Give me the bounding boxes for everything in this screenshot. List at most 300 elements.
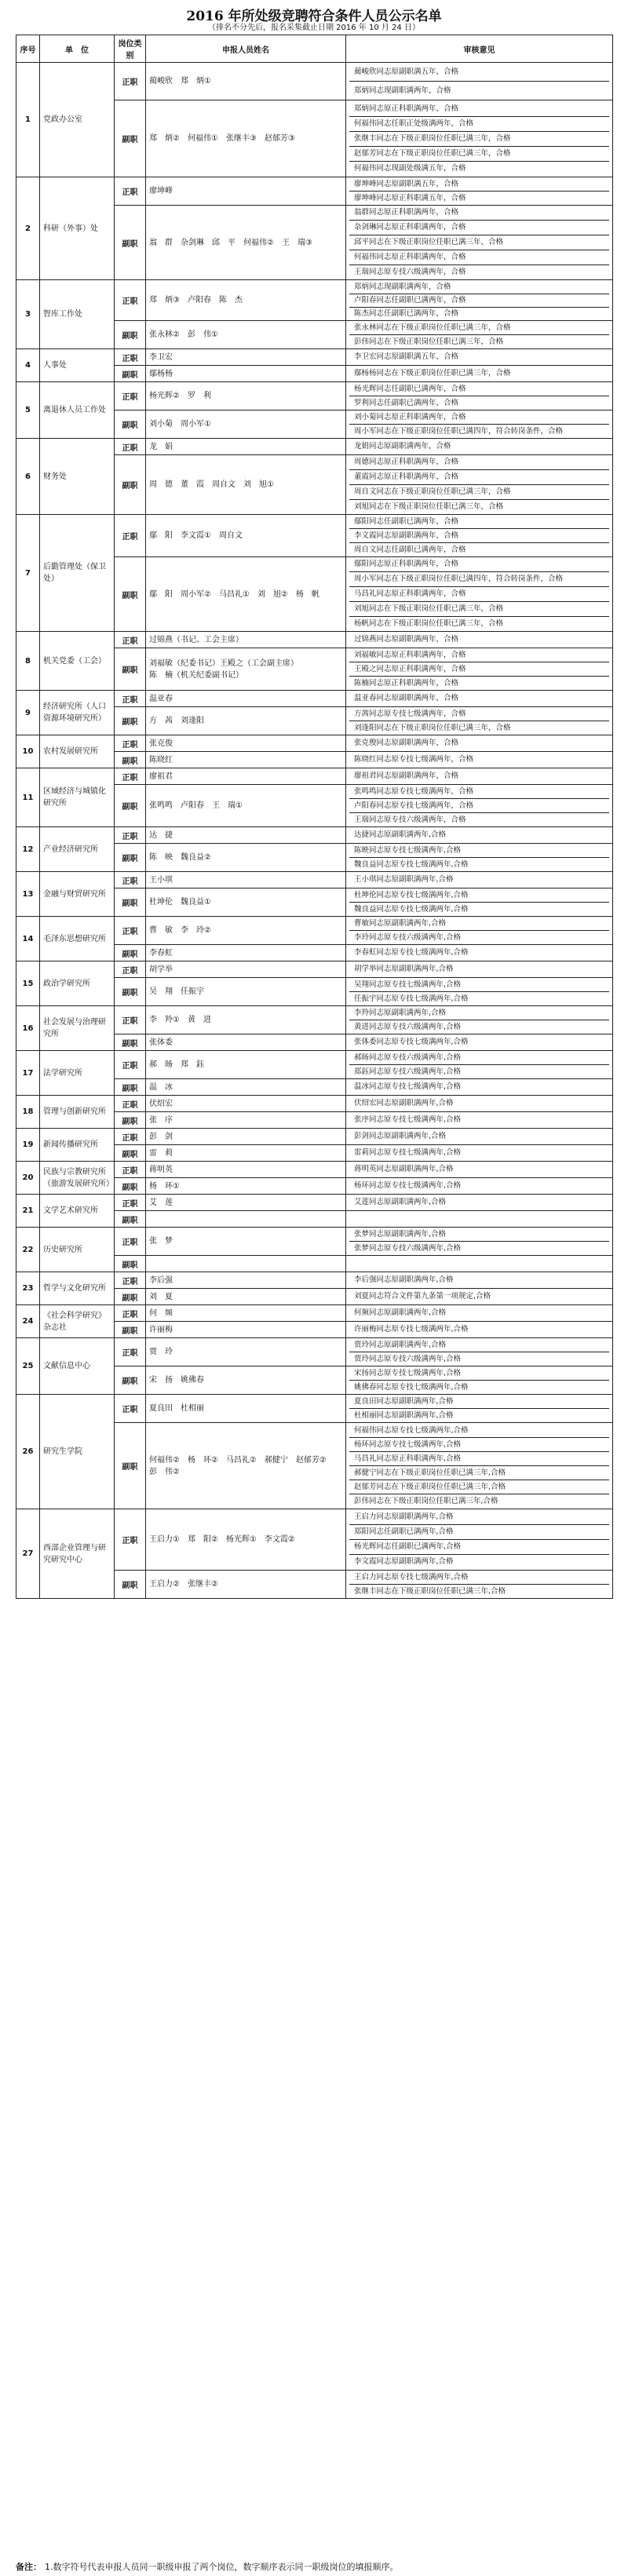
opinion-line: 蒋明英同志原副职满两年,合格	[354, 1165, 454, 1173]
opinion-line: 何福伟同志原正科职满两年，合格	[349, 250, 609, 265]
applicant-names: 吴 翔 任振宇	[146, 978, 346, 1006]
opinion-line: 方茜同志原专技七级满两年，合格	[354, 710, 466, 718]
applicant-names: 刘小菊 周小军①	[146, 410, 346, 439]
table-row	[16, 1051, 613, 1079]
unit-number: 10	[16, 735, 40, 768]
unit-name: 毛泽东思想研究所	[40, 917, 115, 961]
review-opinion	[346, 382, 613, 410]
position-type: 正职	[115, 1129, 146, 1145]
opinion-line: 胡学举同志原副职满两年,合格	[354, 965, 454, 973]
applicant-names: 鄢杨杨	[146, 366, 346, 382]
opinion-line: 刘夏同志符合文件第九条第一项规定,合格	[354, 1292, 491, 1301]
unit-name: 金融与财贸研究所	[40, 872, 115, 917]
opinion-line: 郑鈺同志原专技六级满两年,合格	[349, 1064, 609, 1078]
applicant-names: 何 频	[146, 1305, 346, 1322]
review-opinion	[346, 648, 613, 691]
position-type: 副职	[115, 785, 146, 827]
review-opinion	[346, 1272, 613, 1289]
opinion-line: 魏良益同志原专技七级满两年,合格	[349, 857, 609, 871]
opinion-line: 王小琪同志原副职满两年,合格	[354, 875, 454, 884]
applicant-names: 曹 敏 李 玲②	[146, 917, 346, 945]
applicant-names: 贾 玲	[146, 1338, 346, 1366]
unit-number: 25	[16, 1338, 40, 1395]
position-type: 正职	[115, 691, 146, 707]
position-type: 副职	[115, 888, 146, 917]
review-opinion	[346, 735, 613, 752]
opinion-line: 郑炳同志原正科职满两年，合格	[354, 104, 459, 113]
opinion-line: 赵郁芳同志在下级正职岗位任职已满三年，合格	[349, 146, 609, 161]
review-opinion	[346, 1112, 613, 1129]
opinion-line: 李羚同志原副职满两年,合格	[354, 1009, 447, 1017]
opinion-line: 陈楠同志原正科职满两年，合格	[349, 676, 609, 690]
unit-number: 24	[16, 1305, 40, 1338]
applicant-names: 张永林② 彭 伟①	[146, 321, 346, 349]
applicant-names: 杜坤伦 魏良益①	[146, 888, 346, 917]
unit-name: 民族与宗教研究所（旅游发展研究所）	[40, 1162, 115, 1195]
unit-number: 27	[16, 1509, 40, 1599]
position-type: 副职	[115, 100, 146, 177]
applicant-names: 李春虹	[146, 945, 346, 961]
unit-name: 研究生学院	[40, 1395, 115, 1509]
opinion-line: 李文霞同志原副职满两年,合格	[349, 1554, 609, 1569]
applicant-names: 刘 夏	[146, 1289, 346, 1305]
unit-name: 党政办公室	[40, 63, 115, 177]
opinion-line: 龙娟同志原副职满两年，合格	[354, 442, 451, 451]
applicant-names: 李 羚① 黄 进	[146, 1006, 346, 1034]
review-opinion	[346, 1228, 613, 1256]
opinion-line: 杂剑琳同志原正科职满两年，合格	[349, 220, 609, 235]
opinion-line: 何福伟同志任职正处级满两年，合格	[349, 116, 609, 131]
review-opinion	[346, 63, 613, 100]
table-row	[16, 63, 613, 100]
review-opinion	[346, 1079, 613, 1096]
review-opinion	[346, 1322, 613, 1338]
opinion-line: 刘旭同志在下级正职岗位任职已满三年，合格	[349, 601, 609, 616]
opinion-line: 卢阳春同志原专技七级满两年，合格	[349, 798, 609, 812]
unit-number: 9	[16, 691, 40, 735]
unit-number: 19	[16, 1129, 40, 1162]
applicant-names: 郑 炳③ 卢阳春 陈 杰	[146, 280, 346, 321]
position-type: 正职	[115, 280, 146, 321]
opinion-line: 周自文同志在下级正职岗位任职已满三年，合格	[349, 484, 609, 499]
opinion-line: 杜坤伦同志原专技七级满两年,合格	[354, 891, 469, 899]
unit-number: 15	[16, 961, 40, 1006]
position-type: 副职	[115, 1079, 146, 1096]
position-type: 副职	[115, 1289, 146, 1305]
position-type: 副职	[115, 321, 146, 349]
position-type: 正职	[115, 1272, 146, 1289]
opinion-line: 任振宇同志原专技七级满两年,合格	[349, 991, 609, 1005]
opinion-line: 廖坤峰同志原副职满五年，合格	[354, 180, 459, 188]
opinion-line: 吴翔同志原专技七级满两年,合格	[354, 980, 462, 989]
table-row	[16, 1338, 613, 1366]
applicant-names: 彭 剑	[146, 1129, 346, 1145]
applicant-names: 伏绍宏	[146, 1096, 346, 1112]
unit-name: 法学研究所	[40, 1051, 115, 1096]
table-row	[16, 735, 613, 752]
opinion-line: 杨帆同志在下级正职岗位任职已满三年，合格	[349, 616, 609, 631]
applicant-names: 达 捷	[146, 827, 346, 844]
unit-name: 《社会科学研究》杂志社	[40, 1305, 115, 1338]
position-type: 副职	[115, 1112, 146, 1129]
applicant-names: 郑 炳② 何福伟① 张继丰③ 赵郁芳③	[146, 100, 346, 177]
table-row	[16, 1509, 613, 1571]
table-row	[16, 961, 613, 978]
applicant-names: 方 茜 刘逢阳	[146, 707, 346, 735]
unit-number: 14	[16, 917, 40, 961]
applicant-names: 王启力② 张继丰②	[146, 1571, 346, 1599]
table-row	[16, 872, 613, 888]
applicant-names: 蒋明英	[146, 1162, 346, 1178]
opinion-line: 杨环同志原专技七级满两年,合格	[354, 1181, 462, 1190]
unit-name: 区域经济与城镇化研究所	[40, 768, 115, 827]
position-type: 副职	[115, 945, 146, 961]
applicant-names: 刘福敏（纪委书记）王殿之（工会副主席） 陈 楠（机关纪委副书记）	[146, 648, 346, 691]
review-opinion	[346, 888, 613, 917]
unit-name: 人事处	[40, 349, 115, 382]
applicant-names: 张 序	[146, 1112, 346, 1129]
opinion-line: 罗利同志任副职已满两年，合格	[349, 396, 609, 410]
review-opinion	[346, 1096, 613, 1112]
unit-name: 西部企业管理与研究研究中心	[40, 1509, 115, 1599]
opinion-line: 贾玲同志原副职满两年,合格	[354, 1341, 447, 1349]
applicant-names: 翁 群 杂剑琳 邱 平 何福伟② 王 瑞③	[146, 206, 346, 280]
unit-name: 机关党委（工会）	[40, 632, 115, 691]
unit-name: 文学艺术研究所	[40, 1195, 115, 1228]
opinion-line: 赵郁芳同志在下级正职岗位任职已满三年,合格	[349, 1480, 609, 1494]
position-type: 正职	[115, 1006, 146, 1034]
table-row	[16, 382, 613, 410]
opinion-line: 张继丰同志在下级正职岗位任职已满三年,合格	[349, 1584, 609, 1598]
opinion-line: 李春虹同志原专技七级满两年,合格	[354, 948, 469, 957]
opinion-line: 宋扬同志原专技七级满两年,合格	[354, 1369, 462, 1377]
footnote-label: 备注：	[16, 2562, 42, 2572]
review-opinion	[346, 349, 613, 366]
review-opinion	[346, 280, 613, 321]
review-opinion	[346, 752, 613, 768]
unit-number: 23	[16, 1272, 40, 1305]
position-type: 正职	[115, 1051, 146, 1079]
review-opinion	[346, 827, 613, 844]
review-opinion	[346, 917, 613, 945]
opinion-line: 何频同志原副职满两年,合格	[354, 1308, 447, 1317]
opinion-line	[349, 1211, 609, 1227]
position-type: 正职	[115, 1228, 146, 1256]
opinion-line: 廖祖君同志原副职满两年，合格	[354, 772, 459, 780]
opinion-line: 周自文同志任副职已满两年，合格	[349, 542, 609, 556]
review-opinion	[346, 1256, 613, 1272]
review-opinion	[346, 1129, 613, 1145]
position-type: 正职	[115, 1509, 146, 1571]
table-row	[16, 1096, 613, 1112]
unit-number: 18	[16, 1096, 40, 1129]
applicant-names: 温 冰	[146, 1079, 346, 1096]
table-row	[16, 515, 613, 557]
review-opinion	[346, 557, 613, 632]
unit-number: 4	[16, 349, 40, 382]
applicant-names: 蔺峻欣 郑 炳①	[146, 63, 346, 100]
unit-number: 1	[16, 63, 40, 177]
review-opinion	[346, 1305, 613, 1322]
opinion-line: 魏良益同志原专技七级满两年,合格	[349, 902, 609, 916]
position-type: 正职	[115, 177, 146, 206]
review-opinion	[346, 455, 613, 515]
unit-number: 8	[16, 632, 40, 691]
opinion-line: 何福伟同志原专技七级满两年,合格	[354, 1426, 469, 1435]
opinion-line: 鄢阳同志原正科职满两年，合格	[354, 560, 459, 568]
unit-name: 财务处	[40, 439, 115, 515]
unit-number: 7	[16, 515, 40, 632]
review-opinion	[346, 366, 613, 382]
position-type: 正职	[115, 1395, 146, 1423]
unit-name: 离退休人员工作处	[40, 382, 115, 439]
candidate-table	[16, 35, 613, 1599]
position-type: 副职	[115, 366, 146, 382]
opinion-line: 许丽梅同志原专技七级满两年,合格	[354, 1325, 469, 1334]
table-row	[16, 177, 613, 206]
unit-number: 5	[16, 382, 40, 439]
applicant-names: 李后强	[146, 1272, 346, 1289]
position-type: 副职	[115, 1366, 146, 1395]
review-opinion	[346, 439, 613, 455]
table-row	[16, 691, 613, 707]
opinion-line: 何福伟同志现副处级满五年，合格	[349, 161, 609, 176]
applicant-names: 鄢 阳 李文霞① 周自文	[146, 515, 346, 557]
opinion-line: 翁群同志原正科职满两年，合格	[354, 208, 459, 217]
document	[16, 0, 612, 1599]
review-opinion	[346, 978, 613, 1006]
review-opinion	[346, 1006, 613, 1034]
col-header-unit: 单 位	[40, 35, 115, 63]
table-row	[16, 1129, 613, 1145]
unit-name: 后勤管理处（保卫处）	[40, 515, 115, 632]
applicant-names: 胡学举	[146, 961, 346, 978]
unit-number: 2	[16, 177, 40, 280]
review-opinion	[346, 1162, 613, 1178]
opinion-line: 鄢杨杨同志在下级正职岗位任职已满三年，合格	[354, 369, 511, 378]
opinion-line: 杨环同志原专技七级满两年,合格	[349, 1437, 609, 1451]
position-type: 正职	[115, 63, 146, 100]
review-opinion	[346, 945, 613, 961]
opinion-line: 张永林同志在下级正职岗位任职已满三年，合格	[354, 323, 511, 332]
review-opinion	[346, 100, 613, 177]
position-type: 正职	[115, 1162, 146, 1178]
position-type: 正职	[115, 349, 146, 366]
applicant-names: 周 德 董 霞 周自文 刘 旭①	[146, 455, 346, 515]
review-opinion	[346, 410, 613, 439]
opinion-line: 陈杰同志任副职已满两年，合格	[349, 307, 609, 320]
opinion-line: 邱平同志在下级正职岗位任职已满三年，合格	[349, 235, 609, 250]
position-type: 正职	[115, 872, 146, 888]
table-body	[16, 63, 613, 1599]
review-opinion	[346, 1178, 613, 1195]
applicant-names: 许丽梅	[146, 1322, 346, 1338]
opinion-line: 曹敏同志原副职满两年,合格	[354, 919, 447, 928]
position-type: 正职	[115, 735, 146, 752]
opinion-line: 李玲同志原专技六级满两年,合格	[349, 930, 609, 944]
opinion-line: 马昌礼同志原正科职满两年,合格	[349, 1451, 609, 1465]
opinion-line: 马昌礼同志原正科职满两年，合格	[349, 586, 609, 601]
opinion-line: 杨光辉同志任副职已满两年,合格	[349, 1539, 609, 1554]
review-opinion	[346, 872, 613, 888]
position-type: 副职	[115, 1423, 146, 1509]
review-opinion	[346, 1423, 613, 1509]
opinion-line: 廖坤峰同志原正科职满五年，合格	[349, 191, 609, 205]
table-row	[16, 1395, 613, 1423]
unit-number: 26	[16, 1395, 40, 1509]
table-row	[16, 1272, 613, 1289]
opinion-line: 张序同志原专技七级满两年,合格	[354, 1115, 462, 1124]
opinion-line: 周小军同志在下级正职岗位任职已满四年，符合转岗条件，合格	[349, 424, 609, 438]
applicant-names: 何福伟② 杨 环② 马昌礼② 郝健宁 赵郁芳② 彭 伟②	[146, 1423, 346, 1509]
opinion-line: 蔺峻欣同志原副职满五年，合格	[354, 68, 459, 76]
applicant-names: 温亚春	[146, 691, 346, 707]
unit-number: 20	[16, 1162, 40, 1195]
applicant-names: 杨光辉② 罗 利	[146, 382, 346, 410]
unit-number: 21	[16, 1195, 40, 1228]
table-row	[16, 349, 613, 366]
opinion-line: 刘逢阳同志在下级正职岗位任职已满三年，合格	[349, 721, 609, 735]
review-opinion	[346, 691, 613, 707]
review-opinion	[346, 1145, 613, 1162]
position-type: 副职	[115, 752, 146, 768]
review-opinion	[346, 961, 613, 978]
review-opinion	[346, 632, 613, 648]
opinion-line: 陈晓红同志原专技七级满两年，合格	[354, 755, 474, 764]
table-row	[16, 280, 613, 321]
table-row	[16, 1305, 613, 1322]
opinion-line: 鄢阳同志任副职已满两年，合格	[354, 517, 459, 526]
opinion-line: 郑阳同志任副职已满两年,合格	[349, 1524, 609, 1539]
opinion-line: 张鸣鸣同志原专技七级满两年，合格	[354, 787, 474, 796]
unit-number: 22	[16, 1228, 40, 1272]
opinion-line: 周德同志原正科职满两年，合格	[354, 458, 459, 466]
review-opinion	[346, 1034, 613, 1051]
position-type: 副职	[115, 1145, 146, 1162]
position-type: 副职	[115, 206, 146, 280]
opinion-line: 彭伟同志在下级正职岗位任职已满三年,合格	[349, 1494, 609, 1508]
opinion-line: 李文霞同志原副职满两年，合格	[349, 528, 609, 542]
review-opinion	[346, 1195, 613, 1211]
unit-number: 12	[16, 827, 40, 872]
unit-number: 6	[16, 439, 40, 515]
applicant-names: 廖坤峰	[146, 177, 346, 206]
unit-name: 智库工作处	[40, 280, 115, 349]
applicant-names: 龙 娟	[146, 439, 346, 455]
review-opinion	[346, 1366, 613, 1395]
opinion-line: 刘小菊同志原正科职满两年，合格	[354, 413, 466, 421]
unit-name: 新闻传播研究所	[40, 1129, 115, 1162]
opinion-line: 张体委同志原专技七级满两年,合格	[354, 1038, 469, 1046]
position-type: 正职	[115, 1338, 146, 1366]
review-opinion	[346, 785, 613, 827]
applicant-names: 过锦燕（书记、工会主席）	[146, 632, 346, 648]
review-opinion	[346, 177, 613, 206]
unit-name: 产业经济研究所	[40, 827, 115, 872]
table-row	[16, 439, 613, 455]
applicant-names	[146, 1211, 346, 1228]
position-type: 副职	[115, 1322, 146, 1338]
col-header-no: 序号	[16, 35, 40, 63]
position-type: 正职	[115, 632, 146, 648]
position-type: 副职	[115, 1571, 146, 1599]
position-type: 正职	[115, 382, 146, 410]
position-type: 副职	[115, 978, 146, 1006]
position-type: 副职	[115, 410, 146, 439]
position-type: 副职	[115, 707, 146, 735]
position-type: 副职	[115, 844, 146, 872]
position-type: 正职	[115, 439, 146, 455]
review-opinion	[346, 707, 613, 735]
unit-number: 13	[16, 872, 40, 917]
page-subtitle: （排名不分先后，报名采集截止日期 2016 年 10 月 24 日）	[208, 24, 420, 32]
applicant-names: 廖祖君	[146, 768, 346, 785]
opinion-line: 陈映同志原专技七级满两年,合格	[354, 846, 462, 855]
review-opinion	[346, 1211, 613, 1228]
applicant-names: 李卫宏	[146, 349, 346, 366]
applicant-names: 宋 扬 姚佛春	[146, 1366, 346, 1395]
opinion-line: 卢阳春同志任副职已满两年，合格	[349, 294, 609, 307]
position-type: 正职	[115, 1195, 146, 1211]
opinion-line: 郑炳同志现副职满两年，合格	[349, 81, 609, 100]
applicant-names: 夏良田 杜相丽	[146, 1395, 346, 1423]
review-opinion	[346, 1571, 613, 1599]
opinion-line: 王启力同志原专技七级满两年,合格	[354, 1573, 469, 1582]
position-type: 副职	[115, 1034, 146, 1051]
applicant-names: 雷 莉	[146, 1145, 346, 1162]
col-header-opinion: 审核意见	[346, 35, 613, 63]
applicant-names: 郝 旸 郑 鈺	[146, 1051, 346, 1079]
position-type: 副职	[115, 648, 146, 691]
applicant-names	[146, 1256, 346, 1272]
col-header-names: 申报人员姓名	[146, 35, 346, 63]
position-type: 副职	[115, 1256, 146, 1272]
footnote	[16, 2560, 612, 2574]
review-opinion	[346, 768, 613, 785]
unit-number: 11	[16, 768, 40, 827]
applicant-names: 陈 映 魏良益②	[146, 844, 346, 872]
opinion-line: 温亚春同志原副职满两年，合格	[354, 694, 459, 702]
review-opinion	[346, 1509, 613, 1571]
opinion-line: 张继丰同志在下级正职岗位任职已满三年，合格	[349, 131, 609, 146]
opinion-line: 贾玲同志原专技六级满两年,合格	[349, 1352, 609, 1366]
review-opinion	[346, 844, 613, 872]
opinion-line: 艾莲同志原副职满两年,合格	[354, 1198, 447, 1206]
opinion-line: 过锦燕同志原副职满两年，合格	[354, 635, 459, 644]
unit-name: 哲学与文化研究所	[40, 1272, 115, 1305]
page-title: 2016 年所处级竞聘符合条件人员公示名单	[186, 9, 442, 24]
position-type: 正职	[115, 917, 146, 945]
opinion-line: 郝旸同志原专技六级满两年,合格	[354, 1053, 462, 1062]
unit-name: 社会发展与治理研究所	[40, 1006, 115, 1051]
review-opinion	[346, 321, 613, 349]
table-row	[16, 1162, 613, 1178]
position-type: 副职	[115, 1211, 146, 1228]
applicant-names: 张 梦	[146, 1228, 346, 1256]
applicant-names: 杨 环①	[146, 1178, 346, 1195]
opinion-line: 刘旭同志在下级正职岗位任职已满三年，合格	[349, 499, 609, 514]
opinion-line: 雷莉同志原专技七级满两年,合格	[354, 1148, 462, 1157]
opinion-line: 李卫宏同志原副职满五年，合格	[354, 352, 459, 361]
unit-number: 3	[16, 280, 40, 349]
position-type: 副职	[115, 557, 146, 632]
applicant-names: 鄢 阳 周小军② 马昌礼① 刘 旭② 杨 帆	[146, 557, 346, 632]
opinion-line: 温冰同志原专技七级满两年,合格	[354, 1082, 462, 1091]
unit-name: 历史研究所	[40, 1228, 115, 1272]
table-row	[16, 632, 613, 648]
opinion-line: 杜相丽同志原副职满两年,合格	[349, 1408, 609, 1422]
opinion-line: 王瑞同志原专技六级满两年，合格	[349, 265, 609, 279]
